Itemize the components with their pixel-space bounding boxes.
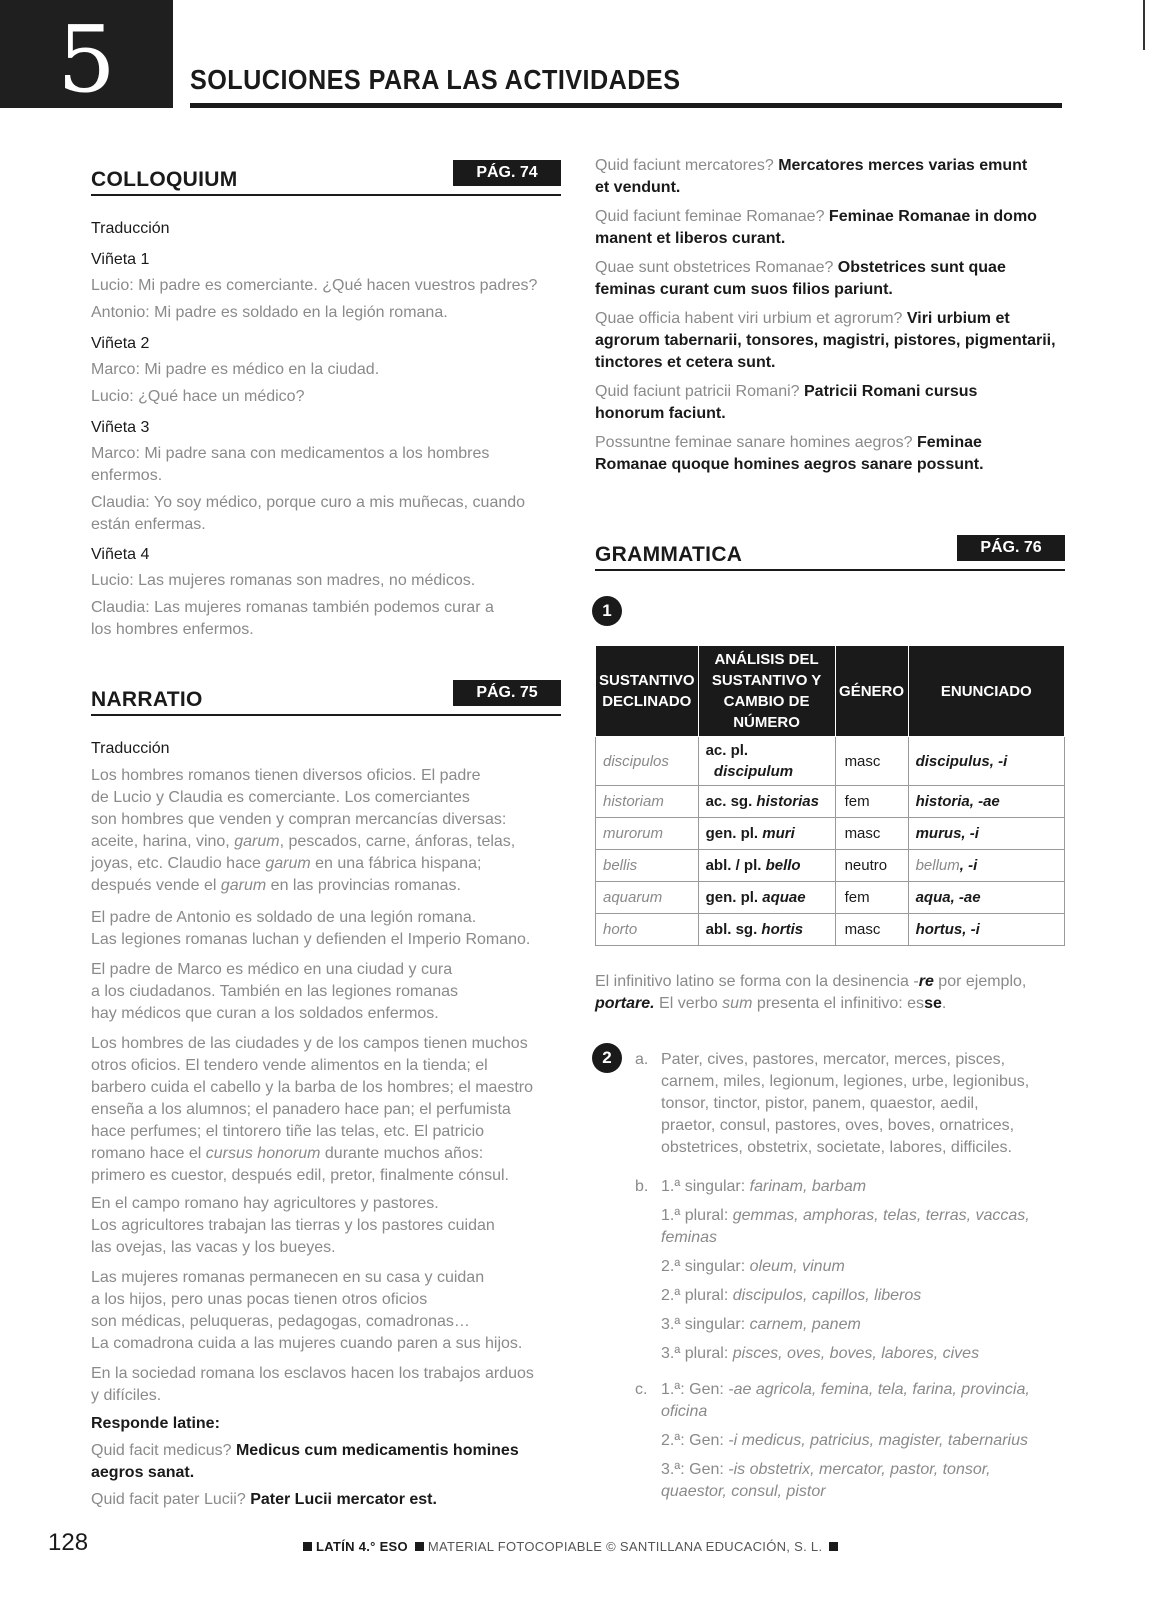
answer-line: 1.ª plural: gemmas, amphoras, telas, terras, vaccas, feminas <box>661 1207 1030 1246</box>
square-bullet-icon <box>415 1542 424 1551</box>
column-header: ANÁLISIS DEL SUSTANTIVO Y CAMBIO DE NÚMERO <box>698 646 835 737</box>
table-row <box>596 786 1065 818</box>
noun-cell: aquarum <box>596 882 699 914</box>
column-header: ENUNCIADO <box>908 646 1064 737</box>
narratio-paragraph: En la sociedad romana los esclavos hacen los trabajos arduos y difíciles. <box>91 1365 534 1404</box>
page-badge: PÁG. 74 <box>453 160 561 186</box>
square-bullet-icon <box>829 1542 838 1551</box>
gender-cell: fem <box>835 786 908 818</box>
dialogue-line: Antonio: Mi padre es soldado en la legión romana. <box>91 304 448 321</box>
square-bullet-icon <box>303 1542 312 1551</box>
exercise-number: 2 <box>592 1043 622 1073</box>
analysis-cell: abl. / pl. bello <box>698 850 835 882</box>
item-label: a. <box>635 1051 649 1068</box>
table-row <box>596 914 1065 946</box>
section-title: COLLOQUIUM <box>91 168 238 191</box>
column-header: SUSTANTIVO DECLINADO <box>596 646 699 737</box>
dialogue-line: Claudia: Yo soy médico, porque curo a mis muñecas, cuando están enfermas. <box>91 494 526 533</box>
enunciado-cell: discipulus, -i <box>908 737 1064 786</box>
responde-label: Responde latine: <box>91 1415 220 1432</box>
narratio-paragraph: El padre de Antonio es soldado de una legión romana. Las legiones romanas luchan y defienden el Imperio Romano. <box>91 909 531 948</box>
qa-item: Quid facit pater Lucii? Pater Lucii mercator est. <box>91 1491 437 1508</box>
infinitive-note: El infinitivo latino se forma con la desinencia -re por ejemplo, portare. El verbo sum presenta el infinitivo: esse. <box>595 973 1027 1012</box>
exercise-number: 1 <box>592 596 622 626</box>
enunciado-cell: aqua, -ae <box>908 882 1064 914</box>
answer-line: 3.ª singular: carnem, panem <box>661 1316 861 1333</box>
gender-cell: masc <box>835 818 908 850</box>
noun-cell: bellis <box>596 850 699 882</box>
enunciado-cell: bellum, -i <box>908 850 1064 882</box>
column-header: GÉNERO <box>835 646 908 737</box>
qa-item: Quae sunt obstetrices Romanae? Obstetrices sunt quae feminas curant cum suos filios pariunt. <box>595 259 1006 298</box>
analysis-cell: gen. pl. muri <box>698 818 835 850</box>
dialogue-line: Lucio: Mi padre es comerciante. ¿Qué hacen vuestros padres? <box>91 277 538 294</box>
narratio-paragraph: En el campo romano hay agricultores y pastores. Los agricultores trabajan las tierras y los pastores cuidan las ovejas, las vacas y los bueyes. <box>91 1195 495 1256</box>
noun-cell: horto <box>596 914 699 946</box>
answer-line: 3.ª: Gen: -is obstetrix, mercator, pastor, tonsor, quaestor, consul, pistor <box>661 1461 991 1500</box>
dialogue-line: Marco: Mi padre es médico en la ciudad. <box>91 361 380 378</box>
narratio-paragraph: Las mujeres romanas permanecen en su casa y cuidan a los hijos, pero unas pocas tienen otros oficios son médicas, peluqueras, pedagogas, comadronas… La comadrona cuida a las mujeres cuando paren a sus hijos. <box>91 1269 523 1352</box>
table-row <box>596 737 1065 786</box>
analysis-cell: ac. pl. discipulum <box>698 737 835 786</box>
narratio-header <box>91 680 561 716</box>
vineta-title: Viñeta 1 <box>91 251 150 268</box>
enunciado-cell: hortus, -i <box>908 914 1064 946</box>
narratio-paragraph: Los hombres de las ciudades y de los campos tienen muchos otros oficios. El tendero vende alimentos en la tienda; el barbero cuida el cabello y la barba de los hombres; el maestro enseña a los alumnos; el panadero hace pan; el perfumista hace perfumes; el tintorero tiñe las telas, etc. El patricio romano hace el cursus honorum durante muchos años: primero es cuestor, después edil, pretor, finalmente cónsul. <box>91 1035 534 1184</box>
noun-cell: historiam <box>596 786 699 818</box>
qa-item: Quae officia habent viri urbium et agrorum? Viri urbium et agrorum tabernarii, tonsores, magistri, pistores, pigmentarii, tinctores et cetera sunt. <box>595 310 1056 371</box>
gender-cell: masc <box>835 737 908 786</box>
translation-label: Traducción <box>91 740 170 757</box>
qa-item: Possuntne feminae sanare homines aegros? Feminae Romanae quoque homines aegros sanare possunt. <box>595 434 984 473</box>
page-edge-mark <box>1143 0 1145 50</box>
grammar-table <box>595 645 1065 946</box>
vineta-title: Viñeta 4 <box>91 546 150 563</box>
dialogue-line: Lucio: ¿Qué hace un médico? <box>91 388 305 405</box>
answer-line: 2.ª plural: discipulos, capillos, liberos <box>661 1287 922 1304</box>
vineta-title: Viñeta 3 <box>91 419 150 436</box>
dialogue-line: Marco: Mi padre sana con medicamentos a los hombres enfermos. <box>91 445 490 484</box>
gender-cell: neutro <box>835 850 908 882</box>
colloquium-header <box>91 160 561 196</box>
table-row <box>596 818 1065 850</box>
answer-line: 3.ª plural: pisces, oves, boves, labores, cives <box>661 1345 980 1362</box>
narratio-paragraph: El padre de Marco es médico en una ciudad y cura a los ciudadanos. También en las legiones romanas hay médicos que curan a los soldados enfermos. <box>91 961 459 1022</box>
analysis-cell: abl. sg. hortis <box>698 914 835 946</box>
page-badge: PÁG. 75 <box>453 680 561 706</box>
narratio-paragraph: Los hombres romanos tienen diversos oficios. El padre de Lucio y Claudia es comerciante. Los comerciantes son hombres que venden y compran mercancías diversas: aceite, harina, vino, garum, pescados, carne, ánforas, telas, joyas, etc. Claudio hace garum en una fábrica hispana; después vende el garum en las provincias romanas. <box>91 767 516 894</box>
enunciado-cell: historia, -ae <box>908 786 1064 818</box>
dialogue-line: Claudia: Las mujeres romanas también podemos curar a los hombres enfermos. <box>91 599 494 638</box>
table-row <box>596 850 1065 882</box>
qa-item: Quid faciunt feminae Romanae? Feminae Romanae in domo manent et liberos curant. <box>595 208 1037 247</box>
qa-item: Quid faciunt patricii Romani? Patricii Romani cursus honorum faciunt. <box>595 383 978 422</box>
enunciado-cell: murus, -i <box>908 818 1064 850</box>
answer-block: Pater, cives, pastores, mercator, merces, pisces, carnem, miles, legionum, legiones, urbe, legionibus, tonsor, tinctor, pistor, panem, quaestor, aedil, praetor, consul, pastores, oves, boves, ornatrices, obstetrices, obstetrix, societate, labores, difficiles. <box>661 1051 1030 1156</box>
grammatica-header <box>595 535 1065 571</box>
page-number: 128 <box>48 1529 89 1556</box>
section-title: GRAMMATICA <box>595 543 743 566</box>
noun-cell: discipulos <box>596 737 699 786</box>
title-rule <box>190 103 1062 108</box>
gender-cell: fem <box>835 882 908 914</box>
table-row <box>596 882 1065 914</box>
page-badge: PÁG. 76 <box>957 535 1065 561</box>
vineta-title: Viñeta 2 <box>91 335 150 352</box>
qa-item: Quid faciunt mercatores? Mercatores merces varias emunt et vendunt. <box>595 157 1028 196</box>
footer: LATÍN 4.° ESO MATERIAL FOTOCOPIABLE © SANTILLANA EDUCACIÓN, S. L. <box>300 1539 842 1554</box>
answer-line: 2.ª singular: oleum, vinum <box>661 1258 845 1275</box>
qa-item: Quid facit medicus? Medicus cum medicamentis homines aegros sanat. <box>91 1442 519 1481</box>
answer-line: 1.ª: Gen: -ae agricola, femina, tela, farina, provincia, oficina <box>661 1381 1030 1420</box>
translation-label: Traducción <box>91 220 170 237</box>
dialogue-line: Lucio: Las mujeres romanas son madres, no médicos. <box>91 572 476 589</box>
item-label: c. <box>635 1381 648 1398</box>
gender-cell: masc <box>835 914 908 946</box>
noun-cell: murorum <box>596 818 699 850</box>
answer-line: 1.ª singular: farinam, barbam <box>661 1178 867 1195</box>
analysis-cell: ac. sg. historias <box>698 786 835 818</box>
item-label: b. <box>635 1178 649 1195</box>
section-title: NARRATIO <box>91 688 203 711</box>
analysis-cell: gen. pl. aquae <box>698 882 835 914</box>
answer-line: 2.ª: Gen: -i medicus, patricius, magister, tabernarius <box>661 1432 1028 1449</box>
page-title: SOLUCIONES PARA LAS ACTIVIDADES <box>190 64 681 95</box>
table-header-row <box>596 646 1065 737</box>
chapter-number: 5 <box>57 6 116 113</box>
